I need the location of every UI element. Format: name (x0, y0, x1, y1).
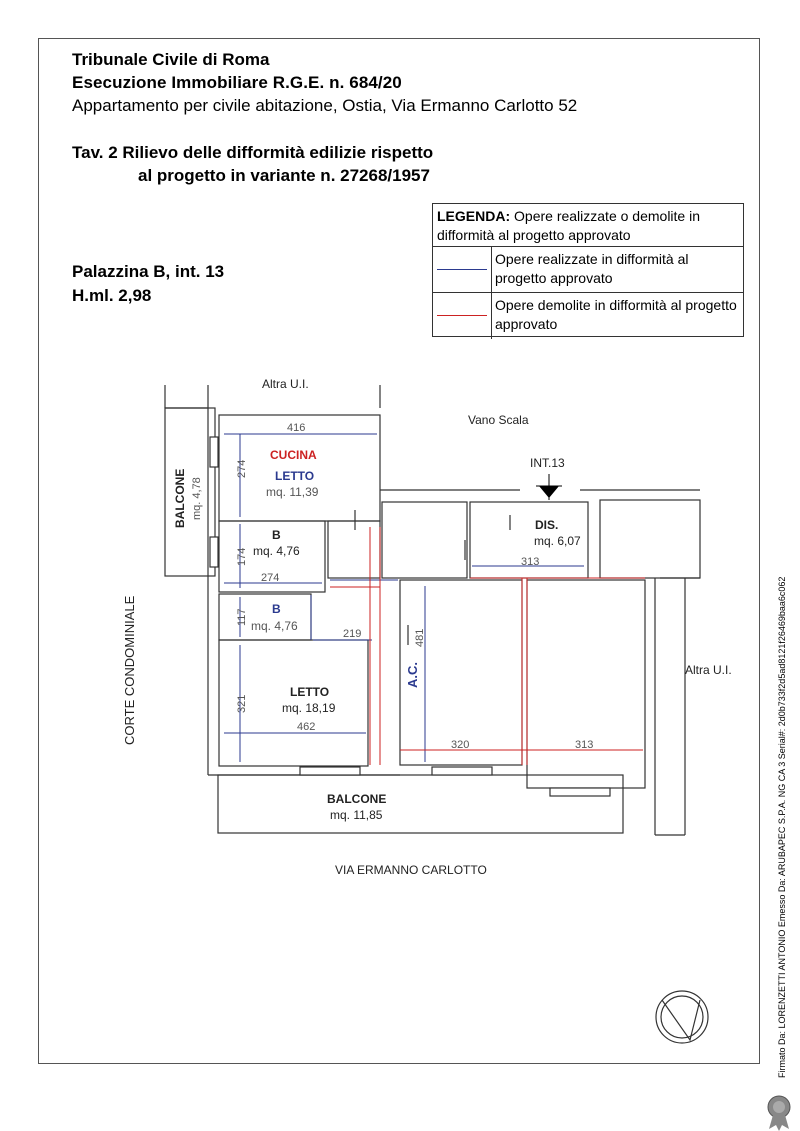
property-description: Appartamento per civile abitazione, Ostia, Via Ermanno Carlotto 52 (72, 96, 578, 115)
label-int13: INT.13 (530, 456, 565, 470)
label-dis: DIS. (535, 518, 559, 532)
label-balcone-bottom: BALCONE (327, 792, 387, 806)
label-bath1: B (272, 528, 281, 542)
label-letto1: LETTO (275, 469, 315, 483)
dim-462: 462 (297, 721, 316, 733)
label-bath2: B (272, 602, 281, 616)
dim-117: 117 (236, 608, 248, 626)
legend-text-demolished: Opere demolite in difformità al progetto approvato (495, 297, 737, 332)
dim-320: 320 (451, 739, 470, 751)
label-letto2: LETTO (290, 685, 330, 699)
dim-416: 416 (287, 422, 306, 434)
label-street: VIA ERMANNO CARLOTTO (335, 863, 487, 877)
legend-title: LEGENDA: Opere realizzate o demolite in difformità al progetto approvato (437, 208, 700, 243)
court-title: Tribunale Civile di Roma (72, 50, 270, 69)
label-bath2-area: mq. 4,76 (251, 619, 298, 633)
label-letto2-area: mq. 18,19 (282, 701, 336, 715)
dim-274b: 274 (261, 572, 280, 584)
label-ac: A.C. (405, 662, 420, 688)
label-balcone-bottom-area: mq. 11,85 (330, 808, 383, 822)
label-balcone-left-area: mq. 4,78 (191, 477, 203, 520)
dim-313b: 313 (575, 739, 594, 751)
label-altra-right: Altra U.I. (685, 663, 732, 677)
building-height: H.ml. 2,98 (72, 286, 152, 305)
label-altra-top: Altra U.I. (262, 377, 309, 391)
execution-number: Esecuzione Immobiliare R.G.E. n. 684/20 (72, 73, 402, 92)
dim-481: 481 (414, 628, 426, 647)
label-cucina: CUCINA (270, 448, 317, 462)
built-lines (224, 434, 584, 762)
demolished-lines (330, 527, 645, 765)
dim-313a: 313 (521, 556, 540, 568)
label-corte: CORTE CONDOMINIALE (122, 595, 137, 745)
digital-signature: Firmato Da: LORENZETTI ANTONIO Emesso Da: ARUBAPEC S.P.A. NG CA 3 Serial#: 2d0b733f2d5ad8121f26469baa6c062 (777, 576, 787, 1078)
dim-321: 321 (236, 694, 248, 713)
seal-icon (768, 1096, 790, 1131)
label-vano-scala: Vano Scala (468, 413, 529, 427)
dim-174: 174 (236, 547, 248, 566)
label-dis-area: mq. 6,07 (534, 534, 581, 548)
legend-text-built: Opere realizzate in difformità al progetto approvato (495, 251, 689, 286)
dim-274a: 274 (236, 459, 248, 478)
label-balcone-left: BALCONE (173, 468, 187, 528)
dim-219: 219 (343, 628, 362, 640)
label-letto1-area: mq. 11,39 (266, 485, 319, 499)
table-title-line1: Tav. 2 Rilievo delle difformità edilizie rispetto (72, 143, 434, 162)
label-bath1-area: mq. 4,76 (253, 544, 300, 558)
building-name: Palazzina B, int. 13 (72, 262, 225, 281)
north-arrow-icon (656, 991, 708, 1043)
table-title-line2: al progetto in variante n. 27268/1957 (138, 166, 430, 185)
